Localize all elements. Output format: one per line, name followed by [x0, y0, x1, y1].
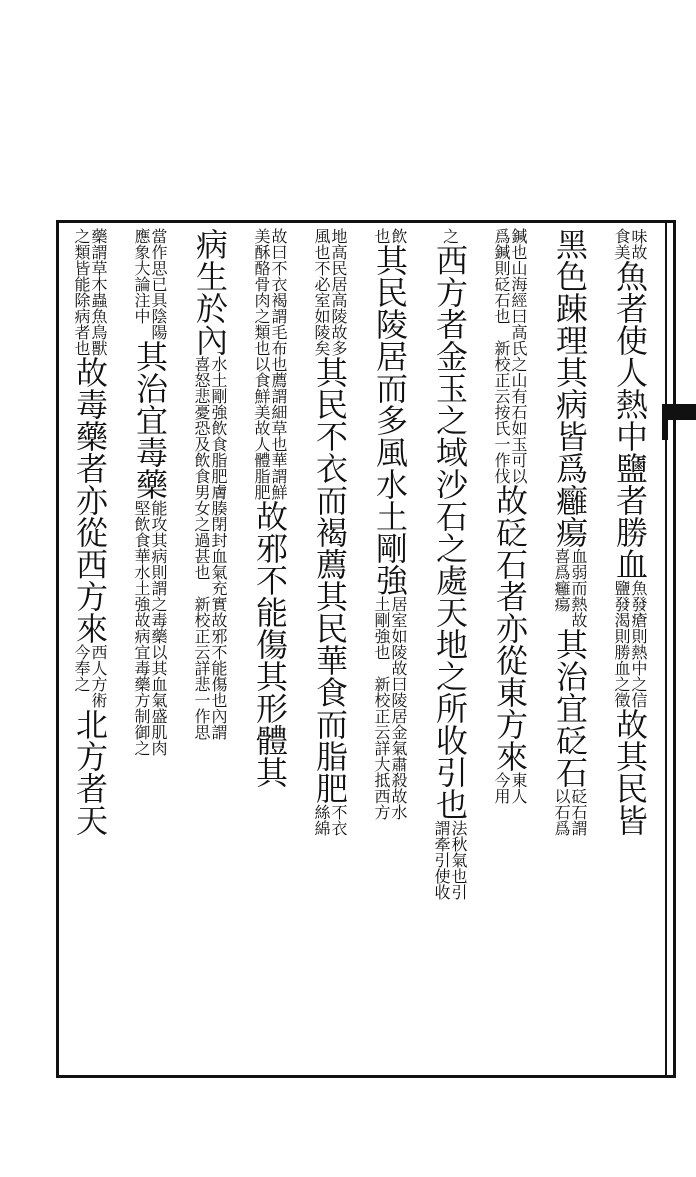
commentary-line: 應象大論注中	[132, 228, 151, 324]
commentary-note	[613, 228, 647, 260]
commentary-note	[193, 356, 227, 740]
commentary-line: 不衣	[329, 804, 348, 836]
main-text: 其治宜毒藥	[131, 340, 169, 500]
main-text: 其民陵居而多風水土剛強	[371, 244, 409, 596]
commentary-line: 堅飲食華水土強故病宜毒藥方制御之	[132, 500, 151, 756]
commentary-note	[373, 228, 407, 244]
commentary-note	[313, 804, 347, 836]
commentary-line: 喜怒悲憂恐及飲食男女之過甚也 新校正云詳悲一作思	[192, 356, 211, 740]
commentary-line: 今用	[492, 772, 511, 804]
commentary-note	[493, 228, 527, 484]
commentary-line: 鹽發渴則勝血之徵	[612, 580, 631, 708]
commentary-line: 水土剛強飲食脂肥膚腠閉封血氣充實故邪不能傷也內謂	[209, 356, 228, 740]
main-text: 故其民皆	[611, 708, 649, 836]
commentary-note	[73, 644, 107, 708]
text-column	[360, 228, 420, 1070]
commentary-line: 土剛強也 新校正云詳大抵西方	[372, 596, 391, 820]
commentary-line: 飲	[389, 228, 408, 244]
main-text: 黑色踈理其病皆爲癰瘍	[551, 228, 589, 548]
commentary-line: 風也不必室如陵矣	[312, 228, 331, 356]
main-text: 西方者金玉之域沙石之處天地之所收引也	[431, 244, 469, 820]
commentary-line: 味故	[629, 228, 648, 260]
commentary-line: 居室如陵故曰陵居金氣肅殺故水	[389, 596, 408, 820]
commentary-note	[133, 228, 167, 340]
main-text: 故邪不能傷其形體其	[251, 500, 289, 788]
commentary-line: 東人	[509, 772, 528, 804]
main-text: 北方者天	[71, 708, 109, 836]
commentary-line: 血弱而熱故	[569, 548, 588, 628]
page-edge-tab-mark	[656, 404, 696, 434]
commentary-line: 能攻其病則謂之毒藥以其血氣盛肌肉	[149, 500, 168, 756]
commentary-note	[133, 500, 167, 756]
text-column	[300, 228, 360, 1070]
commentary-line: 西人方術	[89, 644, 108, 708]
text-column	[240, 228, 300, 1070]
commentary-line: 美酥酪骨肉之類也以食鮮美故人體脂肥	[252, 228, 271, 500]
text-column	[60, 228, 120, 1070]
commentary-line: 法秋氣也引	[449, 820, 468, 900]
commentary-line: 喜爲癰瘍	[552, 548, 571, 612]
text-column	[420, 228, 480, 1070]
commentary-line: 謂牽引使收	[432, 820, 451, 900]
commentary-note	[553, 548, 587, 628]
text-column	[120, 228, 180, 1070]
text-column	[180, 228, 240, 1070]
commentary-note	[253, 228, 287, 500]
commentary-line: 地高民居高陵故多	[329, 228, 348, 356]
text-block	[60, 224, 660, 1074]
commentary-line: 砭石謂	[569, 788, 588, 836]
commentary-line: 也	[372, 228, 391, 244]
main-text: 故砭石者亦從東方來	[491, 484, 529, 772]
commentary-note	[553, 788, 587, 836]
commentary-line: 絲綿	[312, 804, 331, 836]
text-column	[540, 228, 600, 1070]
commentary-line: 藥謂草木蟲魚鳥獸	[89, 228, 108, 356]
text-column	[600, 228, 660, 1070]
commentary-line: 鍼也山海經曰高氏之山有石如玉可以	[509, 228, 528, 484]
main-text: 魚者使人熱中鹽者勝血	[611, 260, 649, 580]
commentary-line: 食美	[612, 228, 631, 260]
main-text: 病生於內	[191, 228, 229, 356]
commentary-line: 今奉之	[72, 644, 91, 692]
commentary-line: 以石爲	[552, 788, 571, 836]
commentary-line: 之	[440, 228, 460, 244]
commentary-line: 故曰不衣褐謂毛布也薦謂細草也華謂鮮	[269, 228, 288, 500]
commentary-note	[73, 228, 107, 356]
commentary-note	[313, 228, 347, 356]
commentary-line: 當作思已具陰陽	[149, 228, 168, 340]
commentary-line: 爲鍼則砭石也 新校正云按氏一作伐	[492, 228, 511, 484]
text-column	[480, 228, 540, 1070]
main-text: 其治宜砭石	[551, 628, 589, 788]
commentary-note	[442, 228, 459, 244]
commentary-note	[613, 580, 647, 708]
commentary-note	[493, 772, 527, 804]
commentary-note	[433, 820, 467, 900]
commentary-line: 魚發瘡則熱中之信	[629, 580, 648, 708]
main-text: 故毒藥者亦從西方來	[71, 356, 109, 644]
main-text: 其民不衣而褐薦其民華食而脂肥	[311, 356, 349, 804]
commentary-note	[373, 596, 407, 820]
commentary-line: 之類皆能除病者也	[72, 228, 91, 356]
